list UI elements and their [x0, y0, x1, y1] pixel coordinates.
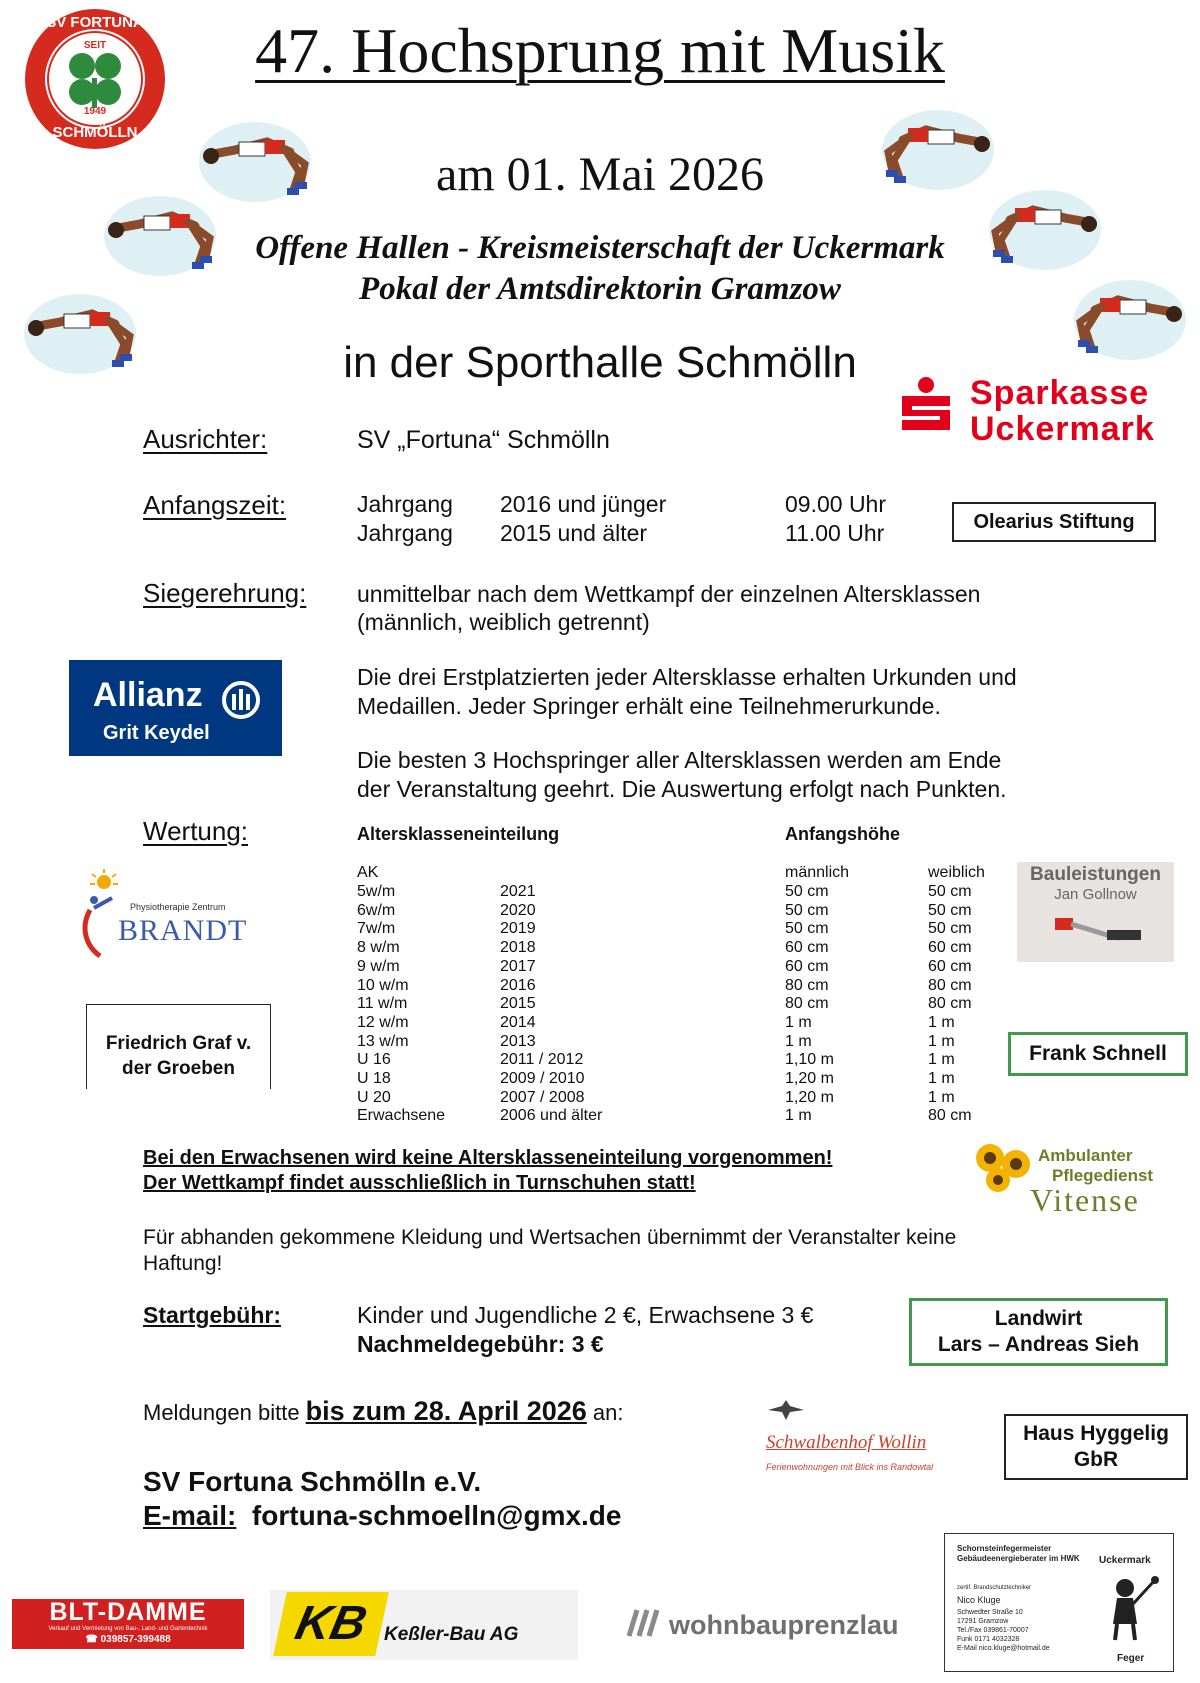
award-line-2: (männlich, weiblich getrennt)	[357, 609, 650, 635]
registration-club: SV Fortuna Schmölln e.V.	[143, 1466, 482, 1497]
blt-phone: ☎ 039857-399488	[85, 1634, 171, 1645]
allianz-eagle-icon	[221, 680, 261, 720]
kluge-cert: zertif. Brandschutztechniker	[957, 1585, 1032, 1591]
best-jumpers-line-2: der Veranstaltung geehrt. Die Auswertung erfolgt nach Punkten.	[357, 776, 1007, 802]
birth-year-cell: 2019	[500, 920, 536, 938]
birth-year-cell: 2006 und älter	[500, 1107, 603, 1125]
bauleistungen-logo	[1017, 862, 1174, 962]
wohnbau-stripes-icon	[625, 1608, 663, 1638]
male-height-cell: 50 cm	[785, 920, 829, 938]
table-col-ak: AK	[357, 864, 379, 881]
table-row	[357, 977, 997, 996]
female-height-cell: 80 cm	[928, 976, 972, 994]
graf-line-2: der Groeben	[122, 1058, 235, 1079]
high-jumper-illustration	[100, 186, 220, 276]
sparkasse-logo	[898, 372, 1188, 468]
registration-line	[143, 1396, 624, 1427]
table-header-start-height: Anfangshöhe	[785, 824, 900, 844]
email-address[interactable]: fortuna-schmoelln@gmx.de	[251, 1500, 622, 1531]
birth-year-cell: 2016	[500, 976, 536, 994]
allianz-logo	[69, 660, 282, 756]
table-row	[357, 1070, 997, 1089]
blt-name: BLT-DAMME	[49, 1598, 207, 1626]
kluge-title: Schornsteinfegermeister Gebäudeenergieberater im HWK	[957, 1544, 1080, 1563]
male-height-cell: 1,20 m	[785, 1088, 834, 1106]
bauleistungen-title: Bauleistungen	[1030, 864, 1161, 885]
female-height-cell: 50 cm	[928, 920, 972, 938]
haus-hyggelig-sponsor-box	[1004, 1414, 1188, 1480]
liability-line-2: Haftung!	[143, 1252, 223, 1275]
physio-small-text: Physiotherapie Zentrum	[130, 902, 226, 912]
kluge-phone: Tel./Fax 039861-70007	[957, 1627, 1029, 1634]
kluge-city: 17291 Gramzow	[957, 1618, 1009, 1625]
female-height-cell: 60 cm	[928, 957, 972, 975]
birth-year-cell: 2007 / 2008	[500, 1088, 585, 1106]
age-class-cell: Erwachsene	[357, 1107, 446, 1125]
age-class-cell: U 20	[357, 1088, 391, 1106]
fee-line-2: Nachmeldegebühr: 3 €	[357, 1331, 604, 1357]
table-row	[357, 883, 997, 902]
start-row-2: Jahrgang 2015 und älter 11.00 Uhr	[357, 520, 885, 546]
table-row	[357, 920, 997, 939]
age-class-cell: 11 w/m	[357, 995, 408, 1013]
rating-label: Wertung:	[143, 816, 249, 846]
kluge-street: Schwedter Straße 10	[957, 1609, 1023, 1616]
hyggelig-line-2: GbR	[1073, 1448, 1119, 1471]
sparkasse-region: Uckermark	[970, 410, 1155, 448]
kluge-business-card	[944, 1533, 1174, 1672]
male-height-cell: 1 m	[785, 1107, 812, 1125]
sparkasse-s-icon	[898, 376, 954, 432]
male-height-cell: 1,20 m	[785, 1070, 834, 1087]
registration-suffix: an:	[586, 1400, 624, 1425]
male-height-cell: 50 cm	[785, 883, 829, 900]
kessler-bau-logo	[270, 1590, 578, 1660]
kluge-mobile: Funk 0171 4032328	[957, 1636, 1020, 1643]
registration-prefix: Meldungen bitte	[143, 1400, 306, 1425]
schwalbenhof-logo	[760, 1398, 980, 1508]
physio-name: BRANDT	[118, 914, 248, 947]
club-logo-bottom-text: SCHMÖLLN	[52, 124, 138, 141]
male-height-cell: 1 m	[785, 1013, 812, 1031]
certificates-line-2: Medaillen. Jeder Springer erhält eine Teilnehmerurkunde.	[357, 693, 941, 719]
table-header-age-classes: Altersklasseneinteilung	[357, 824, 560, 844]
certificates-line-1: Die drei Erstplatzierten jeder Altersklasse erhalten Urkunden und	[357, 664, 1017, 690]
vitense-line-2: Pflegedienst	[1052, 1166, 1154, 1185]
physio-brandt-logo	[72, 868, 252, 970]
graf-groeben-sponsor	[86, 1004, 271, 1089]
kluge-name: Nico Kluge	[957, 1595, 1001, 1605]
hyggelig-line-1: Haus Hyggelig	[1023, 1422, 1169, 1445]
male-height-cell: 1,10 m	[785, 1051, 834, 1069]
birth-year-cell: 2020	[500, 901, 536, 919]
schwalbenhof-tagline: Ferienwohnungen mit Blick ins Randowtal	[766, 1462, 934, 1472]
blt-tagline: Verkauf und Vermietung von Bau-, Land- und Gartentechnik	[48, 1626, 208, 1632]
club-logo-year: 1949	[83, 106, 107, 117]
organizer-label: Ausrichter:	[143, 424, 268, 454]
club-logo-seit: SEIT	[83, 40, 107, 51]
bauleistungen-owner: Jan Gollnow	[1054, 886, 1137, 903]
shoes-note: Der Wettkampf findet ausschließlich in Turnschuhen statt!	[143, 1172, 696, 1194]
age-class-cell: 8 w/m	[357, 939, 400, 957]
registration-deadline: bis zum 28. April 2026	[305, 1396, 587, 1426]
landwirt-sponsor-box	[909, 1298, 1168, 1366]
sunflower-icon	[972, 1140, 1036, 1196]
page-title: 47. Hochsprung mit Musik	[255, 15, 945, 86]
vitense-name: Vitense	[1030, 1182, 1140, 1218]
high-jumper-illustration	[985, 180, 1105, 270]
age-class-cell: 5w/m	[357, 883, 396, 900]
table-row	[357, 1014, 997, 1033]
age-class-cell: 12 w/m	[357, 1013, 409, 1031]
vitense-logo	[972, 1138, 1172, 1222]
male-height-cell: 60 cm	[785, 939, 829, 957]
female-height-cell: 50 cm	[928, 901, 972, 919]
table-row	[357, 995, 997, 1014]
vitense-line-1: Ambulanter	[1038, 1146, 1133, 1165]
fee-line-1: Kinder und Jugendliche 2 €, Erwachsene 3 €	[357, 1302, 814, 1328]
kluge-email: E-Mail nico.kluge@hotmail.de	[957, 1645, 1050, 1652]
age-class-cell: 10 w/m	[357, 976, 409, 994]
table-row	[357, 902, 997, 921]
kessler-name: Keßler-Bau AG	[384, 1624, 519, 1645]
adults-note: Bei den Erwachsenen wird keine Altersklasseneinteilung vorgenommen!	[143, 1147, 833, 1169]
female-height-cell: 50 cm	[928, 883, 972, 900]
graf-line-1: Friedrich Graf v.	[105, 1033, 252, 1054]
birth-year-cell: 2017	[500, 957, 536, 975]
birth-year-cell: 2011 / 2012	[500, 1051, 584, 1069]
birth-year-cell: 2014	[500, 1013, 536, 1031]
age-class-cell: U 18	[357, 1070, 391, 1087]
schwalbenhof-name: Schwalbenhof Wollin	[766, 1432, 927, 1453]
olearius-sponsor-box: Olearius Stiftung	[952, 502, 1156, 542]
female-height-cell: 60 cm	[928, 939, 972, 957]
table-row	[357, 1033, 997, 1052]
male-height-cell: 1 m	[785, 1032, 812, 1050]
birth-year-cell: 2013	[500, 1032, 536, 1050]
tools-icon	[1047, 908, 1147, 958]
subtitle-cup: Pokal der Amtsdirektorin Gramzow	[359, 271, 841, 307]
email-label: E-mail:	[143, 1500, 237, 1531]
age-class-cell: U 16	[357, 1051, 391, 1069]
male-height-cell: 80 cm	[785, 995, 829, 1013]
swallow-icon	[766, 1398, 806, 1422]
age-class-cell: 9 w/m	[357, 957, 400, 975]
fee-label: Startgebühr:	[143, 1302, 281, 1328]
kluge-feger: Feger	[1117, 1653, 1145, 1664]
wohnbau-name: wohnbauprenzlau	[669, 1610, 899, 1640]
start-time-label: Anfangszeit:	[143, 490, 287, 520]
table-col-male: männlich	[785, 864, 850, 881]
wohnbau-prenzlau-logo	[625, 1604, 925, 1652]
high-jumper-illustration	[20, 284, 140, 374]
high-jumper-illustration	[878, 100, 998, 190]
organizer-value: SV „Fortuna“ Schmölln	[357, 426, 610, 454]
chimney-sweep-icon	[1103, 1574, 1159, 1644]
female-height-cell: 1 m	[928, 1051, 955, 1069]
table-row	[357, 1051, 997, 1070]
allianz-name: Allianz	[93, 676, 203, 714]
landwirt-line-2: Lars – Andreas Sieh	[937, 1333, 1140, 1356]
age-class-cell: 7w/m	[357, 920, 396, 938]
allianz-agent: Grit Keydel	[103, 722, 210, 744]
male-height-cell: 50 cm	[785, 901, 829, 919]
high-jumper-illustration	[1070, 270, 1190, 360]
best-jumpers-line-1: Die besten 3 Hochspringer aller Altersklassen werden am Ende	[357, 747, 1002, 773]
age-class-cell: 6w/m	[357, 901, 396, 919]
frank-schnell-sponsor-box	[1008, 1032, 1188, 1076]
male-height-cell: 60 cm	[785, 957, 829, 975]
award-line-1: unmittelbar nach dem Wettkampf der einzelnen Altersklassen	[357, 581, 981, 607]
liability-line-1: Für abhanden gekommene Kleidung und Wertsachen übernimmt der Veranstalter keine	[143, 1226, 957, 1249]
female-height-cell: 80 cm	[928, 1107, 972, 1125]
table-row	[357, 1107, 997, 1126]
blt-damme-logo	[12, 1599, 244, 1649]
subtitle-championship: Offene Hallen - Kreismeisterschaft der Uckermark	[255, 230, 945, 266]
sparkasse-name: Sparkasse	[970, 374, 1150, 412]
female-height-cell: 1 m	[928, 1088, 955, 1106]
award-label: Siegerehrung:	[143, 578, 307, 608]
club-logo-top-text: SV FORTUNA	[46, 14, 144, 31]
birth-year-cell: 2015	[500, 995, 536, 1013]
frank-schnell-name: Frank Schnell	[1029, 1042, 1167, 1065]
table-row	[357, 958, 997, 977]
female-height-cell: 1 m	[928, 1032, 955, 1050]
registration-email-line	[143, 1500, 622, 1532]
table-col-female: weiblich	[928, 864, 985, 881]
age-class-cell: 13 w/m	[357, 1032, 409, 1050]
male-height-cell: 80 cm	[785, 976, 829, 994]
start-row-1: Jahrgang 2016 und jünger 09.00 Uhr	[357, 491, 887, 517]
table-row	[357, 939, 997, 958]
birth-year-cell: 2021	[500, 883, 536, 900]
female-height-cell: 80 cm	[928, 995, 972, 1013]
female-height-cell: 1 m	[928, 1070, 955, 1087]
event-venue: in der Sporthalle Schmölln	[343, 338, 857, 387]
female-height-cell: 1 m	[928, 1013, 955, 1031]
table-row	[357, 1089, 997, 1108]
landwirt-line-1: Landwirt	[994, 1307, 1083, 1330]
kessler-kb-mark: KB	[273, 1592, 389, 1656]
birth-year-cell: 2018	[500, 939, 536, 957]
birth-year-cell: 2009 / 2010	[500, 1070, 585, 1087]
kluge-region: Uckermark	[1099, 1555, 1151, 1566]
event-date: am 01. Mai 2026	[436, 148, 764, 201]
